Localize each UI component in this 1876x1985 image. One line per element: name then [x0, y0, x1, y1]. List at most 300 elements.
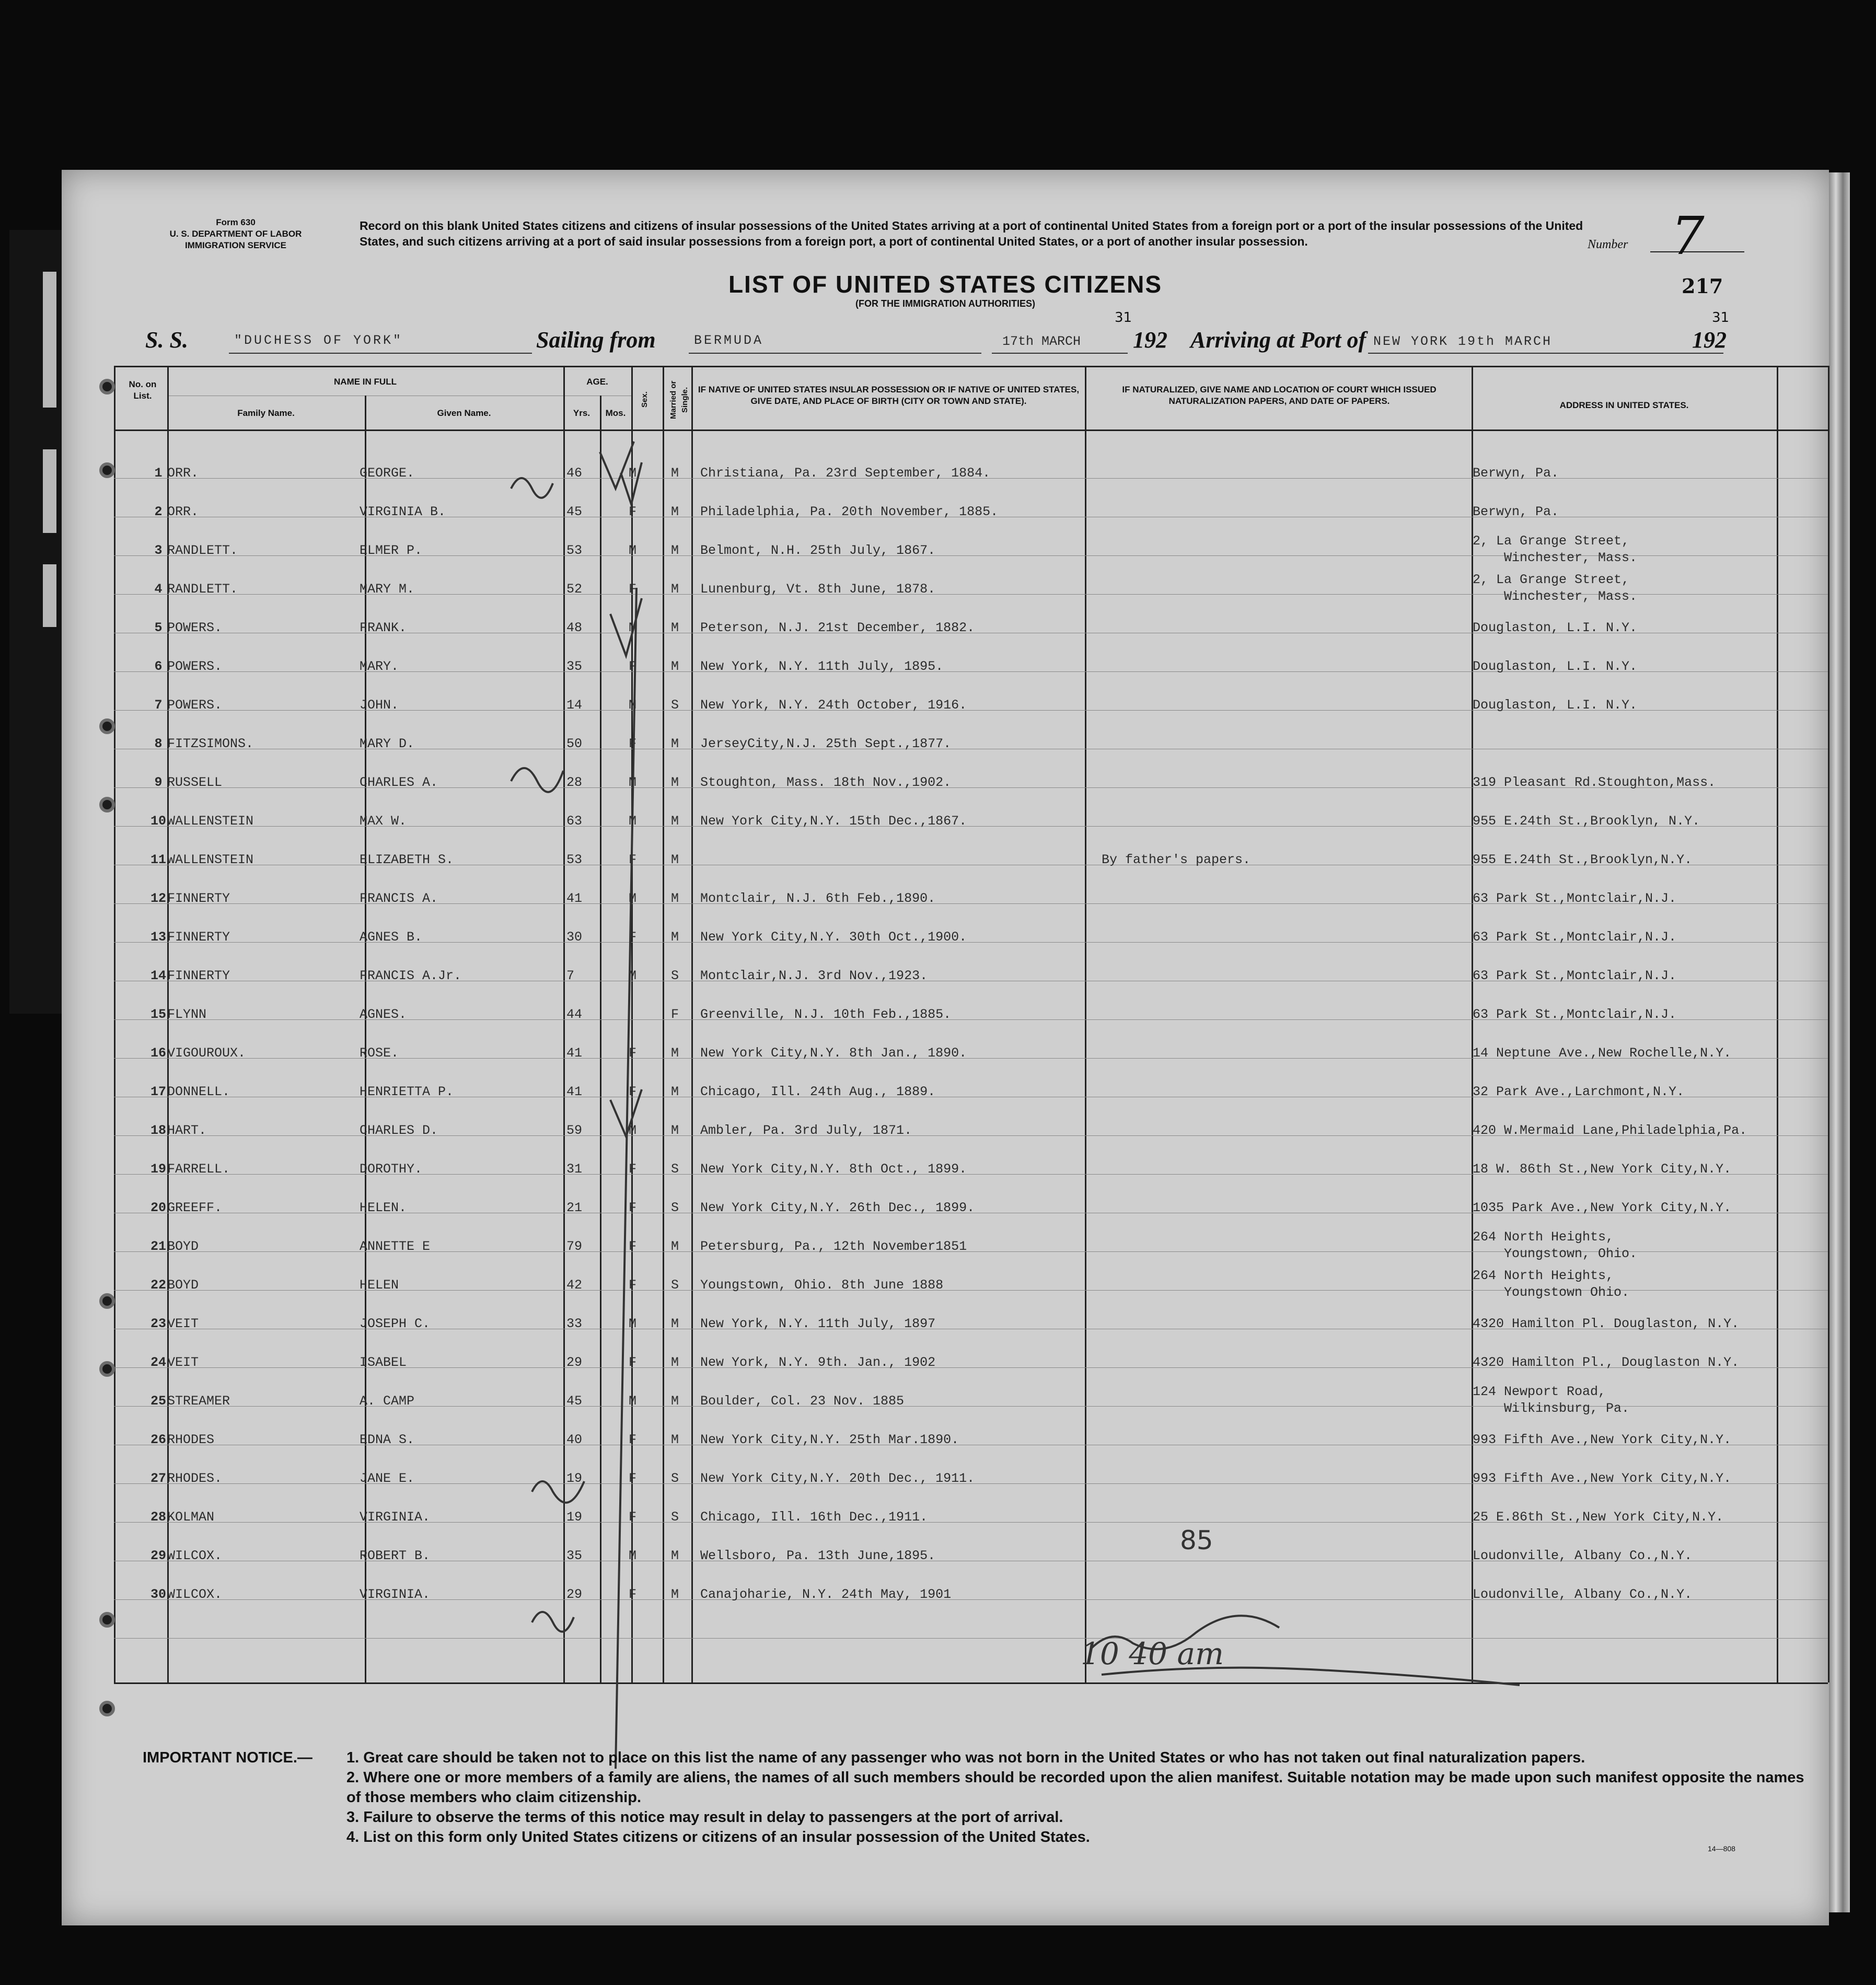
year-prefix: 192 [1133, 327, 1167, 353]
passenger-row [62, 727, 1829, 764]
col-no-header: No. on List. [129, 379, 157, 401]
passenger-row [62, 959, 1829, 996]
punch-hole [99, 1612, 115, 1628]
list-number: 7 [1671, 205, 1705, 266]
arrival-port: NEW YORK 19th MARCH [1373, 334, 1553, 349]
col-yrs-header: Yrs. [573, 408, 590, 418]
row-number: 1 [154, 466, 163, 481]
given-name: AGNES B. [360, 930, 423, 945]
passenger-row [62, 533, 1829, 571]
punch-hole [99, 718, 115, 734]
address-line-1: 2, La Grange Street, [1473, 572, 1630, 587]
col-married-header: Married or Single. [669, 380, 689, 419]
family-name: STREAMER [167, 1394, 230, 1409]
passenger-row [62, 1229, 1829, 1267]
punch-hole [99, 1293, 115, 1309]
punch-hole [99, 797, 115, 812]
passenger-row [62, 1191, 1829, 1228]
given-name: MARY D. [360, 736, 415, 751]
row-number: 28 [150, 1510, 166, 1525]
row-number: 6 [154, 659, 163, 674]
birth-place-date: New York City,N.Y. 26th Dec., 1899. [700, 1200, 975, 1215]
birth-place-date: Greenville, N.J. 10th Feb.,1885. [700, 1007, 952, 1022]
age-years: 21 [566, 1200, 583, 1215]
punch-hole [99, 462, 115, 478]
family-name: FITZSIMONS. [167, 736, 254, 751]
punch-hole [99, 1701, 115, 1716]
sex: M [629, 1123, 637, 1138]
family-name: FINNERTY [167, 930, 230, 945]
page-title: LIST OF UNITED STATES CITIZENS [728, 271, 1163, 298]
row-number: 8 [154, 736, 163, 751]
sex: F [629, 1471, 637, 1486]
marital-status: M [671, 1084, 679, 1099]
given-name: ROBERT B. [360, 1548, 431, 1563]
sex: M [629, 1394, 637, 1409]
address-line-1: 25 E.86th St.,New York City,N.Y. [1473, 1510, 1724, 1525]
address-line-1: 264 North Heights, [1473, 1229, 1614, 1245]
punch-hole [99, 1361, 115, 1377]
marital-status: M [671, 1432, 679, 1447]
age-years: 46 [566, 466, 583, 481]
family-name: WILCOX. [167, 1587, 223, 1602]
row-number: 20 [150, 1200, 166, 1215]
passenger-row [62, 1577, 1829, 1615]
passenger-row [62, 688, 1829, 726]
address-line-1: 14 Neptune Ave.,New Rochelle,N.Y. [1473, 1046, 1732, 1061]
row-number: 4 [154, 582, 163, 597]
birth-place-date: Wellsboro, Pa. 13th June,1895. [700, 1548, 936, 1563]
sex: F [629, 1162, 637, 1177]
birth-place-date: Petersburg, Pa., 12th November1851 [700, 1239, 967, 1254]
age-years: 79 [566, 1239, 583, 1254]
sex: F [629, 1239, 637, 1254]
birth-place-date: New York, N.Y. 9th. Jan., 1902 [700, 1355, 936, 1370]
marital-status: M [671, 775, 679, 790]
address-line-1: 955 E.24th St.,Brooklyn, N.Y. [1473, 814, 1700, 829]
passenger-row [62, 765, 1829, 803]
age-years: 29 [566, 1587, 583, 1602]
given-name: MARY. [360, 659, 399, 674]
family-name: BOYD [167, 1278, 199, 1293]
given-name: JOSEPH C. [360, 1316, 431, 1331]
marital-status: M [671, 543, 679, 558]
marital-status: M [671, 504, 679, 519]
address-line-1: 955 E.24th St.,Brooklyn,N.Y. [1473, 852, 1693, 867]
sailing-port: BERMUDA [694, 333, 764, 348]
address-line-2: Youngstown, Ohio. [1504, 1246, 1638, 1261]
given-name: HELEN [360, 1278, 399, 1293]
family-name: RHODES [167, 1432, 215, 1447]
given-name: ISABEL [360, 1355, 407, 1370]
age-years: 52 [566, 582, 583, 597]
family-name: HART. [167, 1123, 207, 1138]
marital-status: M [671, 1355, 679, 1370]
birth-place-date: Stoughton, Mass. 18th Nov.,1902. [700, 775, 952, 790]
sex: M [629, 1548, 637, 1563]
passenger-row [62, 1268, 1829, 1306]
age-years: 31 [566, 1162, 583, 1177]
sex: M [629, 891, 637, 906]
birth-place-date: New York City,N.Y. 20th Dec., 1911. [700, 1471, 975, 1486]
given-name: HENRIETTA P. [360, 1084, 454, 1099]
given-name: JOHN. [360, 698, 399, 713]
address-line-1: 4320 Hamilton Pl., Douglaston N.Y. [1473, 1355, 1740, 1370]
marital-status: M [671, 852, 679, 867]
page-subtitle: (FOR THE IMMIGRATION AUTHORITIES) [855, 298, 1035, 309]
sex: F [629, 1200, 637, 1215]
marital-status: S [671, 1510, 679, 1525]
birth-place-date: Belmont, N.H. 25th July, 1867. [700, 543, 936, 558]
family-name: ORR. [167, 466, 199, 481]
sex: M [629, 814, 637, 829]
row-number: 3 [154, 543, 163, 558]
birth-place-date: New York City,N.Y. 30th Oct.,1900. [700, 930, 967, 945]
address-line-1: Douglaston, L.I. N.Y. [1473, 698, 1638, 713]
birth-place-date: Montclair, N.J. 6th Feb.,1890. [700, 891, 936, 906]
row-number: 17 [150, 1084, 166, 1099]
given-name: VIRGINIA. [360, 1587, 431, 1602]
row-number: 29 [150, 1548, 166, 1563]
marital-status: F [671, 1007, 679, 1022]
ship-name: "DUCHESS OF YORK" [234, 333, 403, 348]
row-number: 2 [154, 504, 163, 519]
col-family-header: Family Name. [237, 408, 295, 418]
row-number: 16 [150, 1046, 166, 1061]
passenger-row [62, 1539, 1829, 1576]
given-name: JANE E. [360, 1471, 415, 1486]
age-years: 41 [566, 891, 583, 906]
address-line-1: 18 W. 86th St.,New York City,N.Y. [1473, 1162, 1732, 1177]
given-name: HELEN. [360, 1200, 407, 1215]
birth-place-date: Chicago, Ill. 24th Aug., 1889. [700, 1084, 936, 1099]
col-birth-header: IF NATIVE OF UNITED STATES INSULAR POSSESSION OR IF NATIVE OF UNITED STATES, GIVE DATE, AND PLACE OF BIRTH (CITY OR TOWN AND STATE). [698, 385, 1080, 406]
address-line-1: 63 Park St.,Montclair,N.J. [1473, 968, 1677, 983]
age-years: 33 [566, 1316, 583, 1331]
marital-status: M [671, 736, 679, 751]
address-line-1: 63 Park St.,Montclair,N.J. [1473, 930, 1677, 945]
sex: M [629, 775, 637, 790]
binder-tab [43, 449, 56, 533]
sex: M [629, 620, 637, 635]
age-years: 44 [566, 1007, 583, 1022]
marital-status: M [671, 1046, 679, 1061]
notice-item-3: 3. Failure to observe the terms of this notice may result in delay to passengers at the port of arrival. [346, 1809, 1063, 1826]
address-line-1: Berwyn, Pa. [1473, 466, 1559, 481]
birth-place-date: JerseyCity,N.J. 25th Sept.,1877. [700, 736, 952, 751]
marital-status: M [671, 466, 679, 481]
ss-label: S. S. [145, 327, 188, 353]
birth-place-date: Boulder, Col. 23 Nov. 1885 [700, 1394, 905, 1409]
family-name: RANDLETT. [167, 582, 238, 597]
record-instructions: Record on this blank United States citizens and citizens of insular possessions of the United States arriving at a port of continental United States from a foreign port or a port of the insular possessions of the United States, and such citizens arriving at a port of said insular possessions from a foreign port, a port of continental United States, or a port of another insular possession. [360, 219, 1583, 248]
birth-place-date: Christiana, Pa. 23rd September, 1884. [700, 466, 991, 481]
birth-place-date: Montclair,N.J. 3rd Nov.,1923. [700, 968, 928, 983]
marital-status: M [671, 659, 679, 674]
marital-status: S [671, 1162, 679, 1177]
marital-status: M [671, 1394, 679, 1409]
passenger-row [62, 920, 1829, 958]
handwritten-year: 31 [1115, 310, 1132, 326]
address-line-2: Winchester, Mass. [1504, 550, 1638, 565]
binder-spine [9, 230, 67, 1014]
passenger-row [62, 572, 1829, 610]
family-name: VIGOUROUX. [167, 1046, 246, 1061]
col-mos-header: Mos. [605, 408, 626, 418]
row-number: 26 [150, 1432, 166, 1447]
marital-status: M [671, 1316, 679, 1331]
sex: F [629, 930, 637, 945]
handwritten-time: 10 40 am [1081, 1636, 1224, 1671]
birth-place-date: Philadelphia, Pa. 20th November, 1885. [700, 504, 999, 519]
family-name: KOLMAN [167, 1510, 215, 1525]
passenger-row [62, 1423, 1829, 1460]
family-name: WALLENSTEIN [167, 814, 254, 829]
age-years: 42 [566, 1278, 583, 1293]
sailing-from-label: Sailing from [536, 327, 656, 353]
col-age-header: AGE. [586, 377, 608, 387]
sheet-number: 217 [1682, 274, 1723, 298]
sex: M [629, 1316, 637, 1331]
row-number: 25 [150, 1394, 166, 1409]
number-label: Number [1588, 238, 1628, 251]
sailing-date: 17th MARCH [1002, 334, 1081, 349]
given-name: A. CAMP [360, 1394, 415, 1409]
given-name: FRANCIS A.Jr. [360, 968, 462, 983]
family-name: POWERS. [167, 659, 223, 674]
row-number: 15 [150, 1007, 166, 1022]
given-name: DOROTHY. [360, 1162, 423, 1177]
given-name: CHARLES D. [360, 1123, 438, 1138]
birth-place-date: New York, N.Y. 11th July, 1897 [700, 1316, 936, 1331]
row-number: 24 [150, 1355, 166, 1370]
address-line-1: Loudonville, Albany Co.,N.Y. [1473, 1548, 1693, 1563]
given-name: MAX W. [360, 814, 407, 829]
age-years: 29 [566, 1355, 583, 1370]
age-years: 19 [566, 1471, 583, 1486]
age-years: 19 [566, 1510, 583, 1525]
address-line-1: 993 Fifth Ave.,New York City,N.Y. [1473, 1432, 1732, 1447]
punch-hole [99, 379, 115, 394]
notice-label: IMPORTANT NOTICE.— [143, 1749, 312, 1766]
row-number: 7 [154, 698, 163, 713]
passenger-row [62, 997, 1829, 1035]
sex: M [629, 968, 637, 983]
age-years: 53 [566, 852, 583, 867]
row-number: 5 [154, 620, 163, 635]
family-name: RUSSELL [167, 775, 223, 790]
row-number: 18 [150, 1123, 166, 1138]
handwritten-year-2: 31 [1712, 310, 1730, 326]
row-number: 12 [150, 891, 166, 906]
row-number: 13 [150, 930, 166, 945]
passenger-row [62, 1461, 1829, 1499]
age-years: 28 [566, 775, 583, 790]
arriving-label: Arriving at Port of [1190, 327, 1367, 353]
passenger-row [62, 843, 1829, 880]
age-years: 41 [566, 1046, 583, 1061]
row-number: 22 [150, 1278, 166, 1293]
sex: F [629, 852, 637, 867]
address-line-1: 4320 Hamilton Pl. Douglaston, N.Y. [1473, 1316, 1740, 1331]
binder-tab [43, 272, 56, 408]
birth-place-date: New York City,N.Y. 8th Jan., 1890. [700, 1046, 967, 1061]
family-name: WILCOX. [167, 1548, 223, 1563]
given-name: FRANCIS A. [360, 891, 438, 906]
family-name: FLYNN [167, 1007, 207, 1022]
col-naturalized-header: IF NATURALIZED, GIVE NAME AND LOCATION OF COURT WHICH ISSUED NATURALIZATION PAPERS, AND DATE OF PAPERS. [1122, 385, 1437, 406]
birth-place-date: Lunenburg, Vt. 8th June, 1878. [700, 582, 936, 597]
address-line-1: Berwyn, Pa. [1473, 504, 1559, 519]
row-number: 14 [150, 968, 166, 983]
marital-status: M [671, 1548, 679, 1563]
page-edges [1829, 172, 1850, 1912]
passenger-row [62, 1307, 1829, 1344]
address-line-2: Wilkinsburg, Pa. [1504, 1401, 1630, 1416]
marital-status: S [671, 1278, 679, 1293]
address-line-2: Youngstown Ohio. [1504, 1285, 1630, 1300]
age-years: 48 [566, 620, 583, 635]
family-name: GREEFF. [167, 1200, 223, 1215]
sex: F [629, 1355, 637, 1370]
given-name: VIRGINIA B. [360, 504, 446, 519]
row-number: 23 [150, 1316, 166, 1331]
family-name: FINNERTY [167, 968, 230, 983]
passenger-row [62, 1036, 1829, 1074]
passenger-row [62, 1075, 1829, 1112]
col-address-header: ADDRESS IN UNITED STATES. [1559, 400, 1689, 410]
col-sex-header: Sex. [640, 391, 649, 408]
naturalization-info: By father's papers. [1102, 852, 1251, 867]
family-name: DONNELL. [167, 1084, 230, 1099]
age-years: 45 [566, 1394, 583, 1409]
handwritten-85: 85 [1180, 1525, 1213, 1556]
address-line-1: 63 Park St.,Montclair,N.J. [1473, 891, 1677, 906]
form-number: Form 630 [216, 217, 256, 227]
given-name: ROSE. [360, 1046, 399, 1061]
passenger-row [62, 649, 1829, 687]
address-line-1: 264 North Heights, [1473, 1268, 1614, 1283]
family-name: ORR. [167, 504, 199, 519]
age-years: 35 [566, 659, 583, 674]
sex: F [629, 659, 637, 674]
row-number: 9 [154, 775, 163, 790]
family-name: VEIT [167, 1355, 199, 1370]
col-given-header: Given Name. [437, 408, 491, 418]
birth-place-date: New York City,N.Y. 15th Dec.,1867. [700, 814, 967, 829]
age-years: 50 [566, 736, 583, 751]
row-number: 19 [150, 1162, 166, 1177]
marital-status: S [671, 1200, 679, 1215]
given-name: ANNETTE E [360, 1239, 431, 1254]
family-name: RHODES. [167, 1471, 223, 1486]
birth-place-date: Canajoharie, N.Y. 24th May, 1901 [700, 1587, 952, 1602]
address-line-1: Douglaston, L.I. N.Y. [1473, 659, 1638, 674]
address-line-1: Douglaston, L.I. N.Y. [1473, 620, 1638, 635]
marital-status: M [671, 891, 679, 906]
address-line-2: Winchester, Mass. [1504, 589, 1638, 604]
address-line-1: 1035 Park Ave.,New York City,N.Y. [1473, 1200, 1732, 1215]
row-number: 11 [150, 852, 166, 867]
address-line-1: 63 Park St.,Montclair,N.J. [1473, 1007, 1677, 1022]
passenger-row [62, 1500, 1829, 1538]
family-name: WALLENSTEIN [167, 852, 254, 867]
citizens-list-sheet [62, 170, 1829, 1925]
passenger-row [62, 495, 1829, 532]
age-years: 63 [566, 814, 583, 829]
binder-tab [43, 564, 56, 627]
age-years: 59 [566, 1123, 583, 1138]
sex: F [629, 1084, 637, 1099]
passenger-row [62, 1384, 1829, 1422]
given-name: GEORGE. [360, 466, 415, 481]
sex: F [629, 1046, 637, 1061]
age-years: 41 [566, 1084, 583, 1099]
given-name: MARY M. [360, 582, 415, 597]
marital-status: M [671, 1239, 679, 1254]
address-line-1: 319 Pleasant Rd.Stoughton,Mass. [1473, 775, 1716, 790]
family-name: POWERS. [167, 698, 223, 713]
sex: F [629, 1278, 637, 1293]
birth-place-date: Ambler, Pa. 3rd July, 1871. [700, 1123, 912, 1138]
birth-place-date: New York, N.Y. 11th July, 1895. [700, 659, 944, 674]
given-name: VIRGINIA. [360, 1510, 431, 1525]
age-years: 14 [566, 698, 583, 713]
marital-status: S [671, 1471, 679, 1486]
sex: F [629, 582, 637, 597]
age-years: 40 [566, 1432, 583, 1447]
service: IMMIGRATION SERVICE [185, 240, 286, 250]
family-name: BOYD [167, 1239, 199, 1254]
row-number: 21 [150, 1239, 166, 1254]
family-name: FINNERTY [167, 891, 230, 906]
age-years: 53 [566, 543, 583, 558]
year-prefix-2: 192 [1692, 327, 1727, 353]
sex: M [629, 543, 637, 558]
given-name: CHARLES A. [360, 775, 438, 790]
family-name: RANDLETT. [167, 543, 238, 558]
row-number: 27 [150, 1471, 166, 1486]
marital-status: M [671, 1123, 679, 1138]
given-name: EDNA S. [360, 1432, 415, 1447]
address-line-1: 993 Fifth Ave.,New York City,N.Y. [1473, 1471, 1732, 1486]
age-years: 35 [566, 1548, 583, 1563]
form-info [144, 217, 327, 251]
col-name-header: NAME IN FULL [334, 377, 397, 387]
given-name: AGNES. [360, 1007, 407, 1022]
notice-item-1: 1. Great care should be taken not to place on this list the name of any passenger who was not born in the United States or who has not taken out final naturalization papers. [346, 1749, 1585, 1766]
family-name: VEIT [167, 1316, 199, 1331]
address-line-1: 2, La Grange Street, [1473, 533, 1630, 549]
sex: F [629, 1432, 637, 1447]
sex: M [629, 698, 637, 713]
age-years: 45 [566, 504, 583, 519]
address-line-1: 32 Park Ave.,Larchmont,N.Y. [1473, 1084, 1685, 1099]
marital-status: M [671, 930, 679, 945]
sex: F [629, 1587, 637, 1602]
sex: M [629, 466, 637, 481]
marital-status: S [671, 698, 679, 713]
passenger-row [62, 1113, 1829, 1151]
birth-place-date: New York, N.Y. 24th October, 1916. [700, 698, 967, 713]
family-name: POWERS. [167, 620, 223, 635]
birth-place-date: New York City,N.Y. 8th Oct., 1899. [700, 1162, 967, 1177]
sex: F [629, 504, 637, 519]
given-name: ELIZABETH S. [360, 852, 454, 867]
passenger-row [62, 1345, 1829, 1383]
passenger-row [62, 611, 1829, 648]
form-code: 14—808 [1708, 1844, 1735, 1853]
